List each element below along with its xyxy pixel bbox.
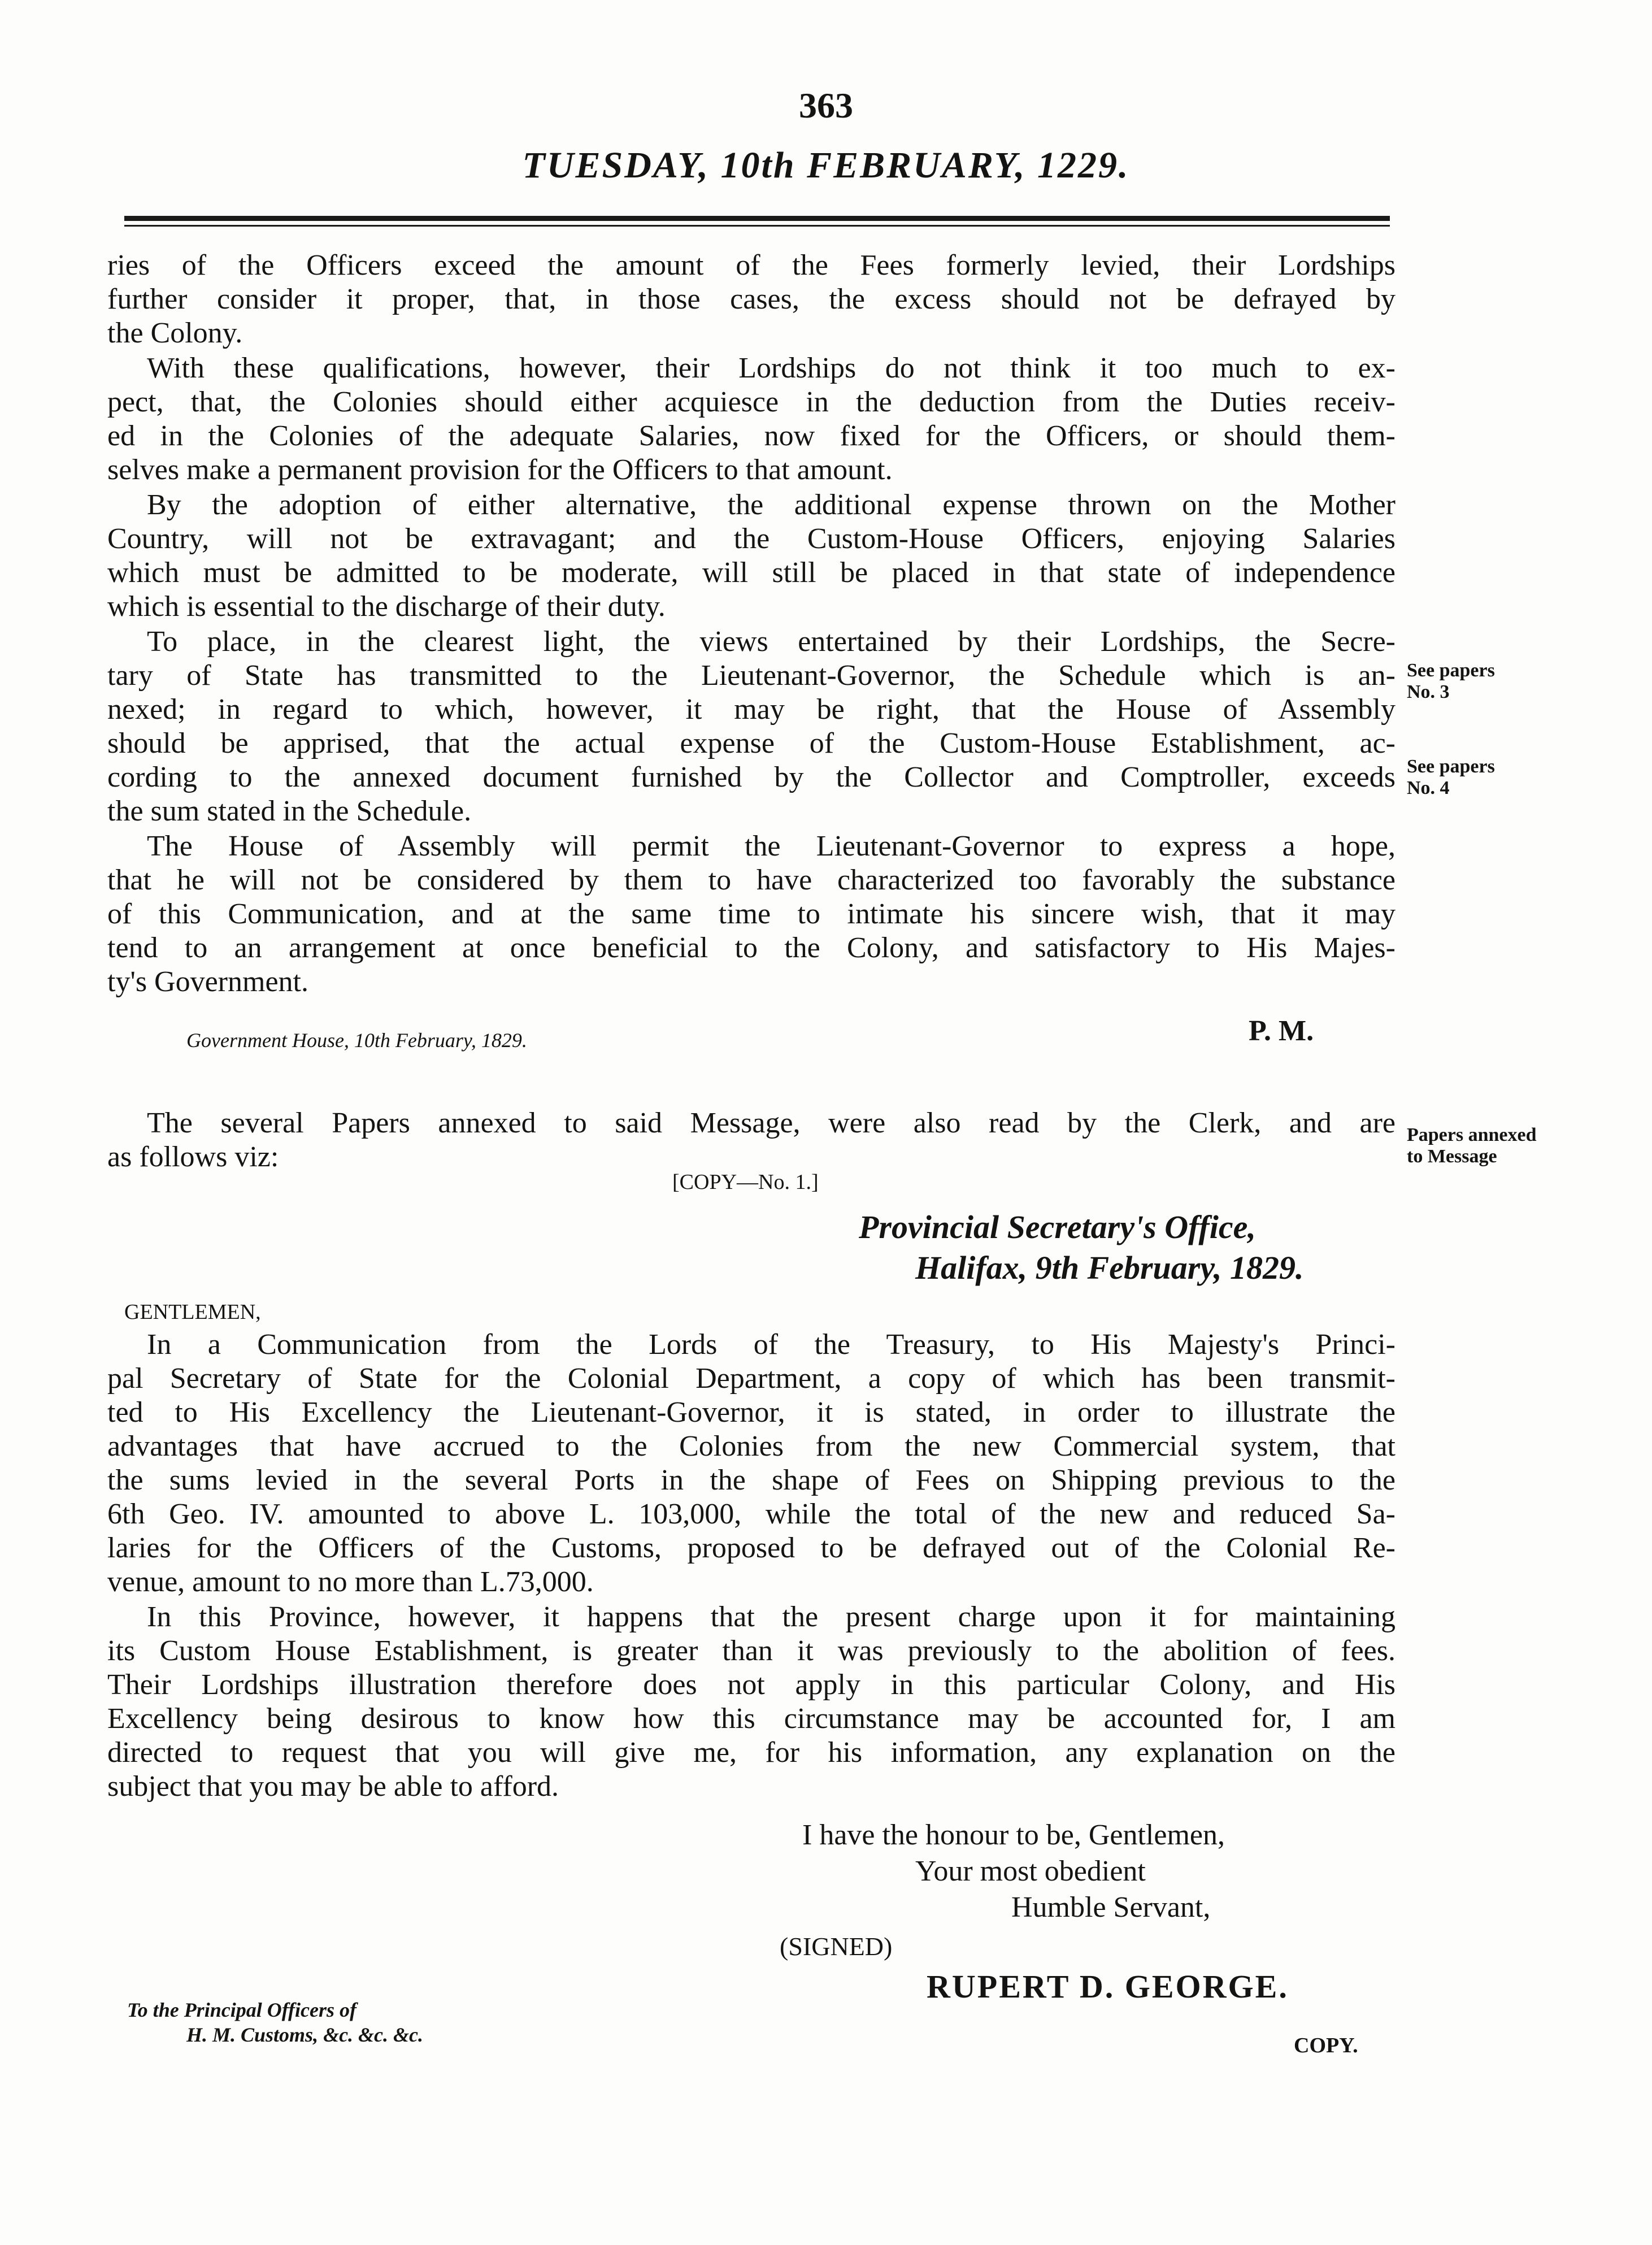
body-line: By the adoption of either alternative, the additional expense thrown on the Mother [147, 489, 1395, 521]
letter-line: the sums levied in the several Ports in the shape of Fees on Shipping previous to the [107, 1464, 1395, 1496]
catchword: COPY. [1294, 2034, 1358, 2057]
body-line: which must be admitted to be moderate, will still be placed in that state of independence [107, 557, 1395, 589]
signer-name: RUPERT D. GEORGE. [927, 1968, 1289, 2005]
initials: P. M. [1249, 1015, 1314, 1047]
margin-note [1407, 756, 1495, 799]
copy-label: [COPY—No. 1.] [672, 1170, 819, 1194]
body-line: With these qualifications, however, their Lordships do not think it too much to ex- [147, 352, 1395, 384]
letter-line: 6th Geo. IV. amounted to above L. 103,000, while the total of the new and reduced Sa- [107, 1498, 1395, 1530]
office-heading: Provincial Secretary's Office, [859, 1209, 1256, 1245]
letter-line: venue, amount to no more than L.73,000. [107, 1566, 594, 1598]
page-header: TUESDAY, 10th FEBRUARY, 1229. [522, 145, 1130, 186]
letter-line: laries for the Officers of the Customs, proposed to be defrayed out of the Colonial Re- [107, 1532, 1395, 1564]
letter-line: directed to request that you will give me, for his information, any explanation on the [107, 1736, 1395, 1769]
closing-line: Humble Servant, [1011, 1891, 1211, 1923]
letter-line: its Custom House Establishment, is greater than it was previously to the abolition of fees. [107, 1635, 1395, 1667]
letter-line: pal Secretary of State for the Colonial Department, a copy of which has been transmit- [107, 1362, 1395, 1395]
body-line: selves make a permanent provision for the Officers to that amount. [107, 454, 893, 486]
margin-note-line: See papers [1407, 756, 1495, 777]
addressee-line: H. M. Customs, &c. &c. &c. [186, 2023, 424, 2046]
body-line: that he will not be considered by them to have characterized too favorably the substance [107, 864, 1395, 896]
body-line: Country, will not be extravagant; and the Custom-House Officers, enjoying Salaries [107, 523, 1395, 555]
letter-line: ted to His Excellency the Lieutenant-Governor, it is stated, in order to illustrate the [107, 1396, 1395, 1428]
body-line: should be apprised, that the actual expense of the Custom-House Establishment, ac- [107, 727, 1395, 759]
letter-line: advantages that have accrued to the Colonies from the new Commercial system, that [107, 1430, 1395, 1462]
letter-line: Excellency being desirous to know how this circumstance may be accounted for, I am [107, 1703, 1395, 1735]
signed-label: (SIGNED) [780, 1932, 893, 1961]
letter-line: subject that you may be able to afford. [107, 1770, 559, 1803]
body-line: which is essential to the discharge of their duty. [107, 590, 666, 623]
body-line: The House of Assembly will permit the Lieutenant-Governor to express a hope, [147, 830, 1395, 862]
body-line: ed in the Colonies of the adequate Salaries, now fixed for the Officers, or should them- [107, 420, 1395, 452]
body-line: tary of State has transmitted to the Lieutenant-Governor, the Schedule which is an- [107, 659, 1395, 692]
body-line: nexed; in regard to which, however, it may be right, that the House of Assembly [107, 693, 1395, 726]
body-line: further consider it proper, that, in those cases, the excess should not be defrayed by [107, 283, 1395, 315]
body-line: cording to the annexed document furnished by the Collector and Comptroller, exceeds [107, 761, 1395, 793]
place-date: Halifax, 9th February, 1829. [915, 1249, 1304, 1286]
body-line: the Colony. [107, 317, 243, 349]
body-line: ries of the Officers exceed the amount of the Fees formerly levied, their Lordships [107, 249, 1395, 281]
header-rule-thin [124, 225, 1390, 227]
page-number: 363 [799, 85, 853, 125]
margin-note-line: to Message [1407, 1146, 1497, 1167]
body-line: ty's Government. [107, 966, 308, 998]
margin-note-line: No. 4 [1407, 778, 1450, 798]
margin-note [1407, 660, 1495, 703]
closing-line: Your most obedient [915, 1855, 1146, 1887]
body-line: of this Communication, and at the same time to intimate his sincere wish, that it may [107, 898, 1395, 930]
margin-note-line: No. 3 [1407, 681, 1450, 702]
letter-line: In a Communication from the Lords of the Treasury, to His Majesty's Princi- [147, 1328, 1395, 1361]
dateline: Government House, 10th February, 1829. [186, 1029, 527, 1052]
header-rule [124, 216, 1390, 221]
margin-note-line: Papers annexed [1407, 1124, 1537, 1145]
body-line: the sum stated in the Schedule. [107, 795, 472, 827]
closing-line: I have the honour to be, Gentlemen, [802, 1819, 1225, 1851]
addressee-line: To the Principal Officers of [127, 1999, 357, 2021]
body-line: pect, that, the Colonies should either acquiesce in the deduction from the Duties receiv- [107, 386, 1395, 418]
body-line: To place, in the clearest light, the views entertained by their Lordships, the Secre- [147, 626, 1395, 658]
papers-line: The several Papers annexed to said Message, were also read by the Clerk, and are [147, 1107, 1395, 1139]
body-line: tend to an arrangement at once beneficial to the Colony, and satisfactory to His Majes- [107, 932, 1395, 964]
letter-line: In this Province, however, it happens that the present charge upon it for maintaining [147, 1601, 1395, 1633]
salutation: GENTLEMEN, [124, 1300, 261, 1324]
margin-note-line: See papers [1407, 660, 1495, 681]
margin-note [1407, 1124, 1537, 1167]
letter-line: Their Lordships illustration therefore does not apply in this particular Colony, and His [107, 1669, 1395, 1701]
papers-line: as follows viz: [107, 1141, 279, 1173]
